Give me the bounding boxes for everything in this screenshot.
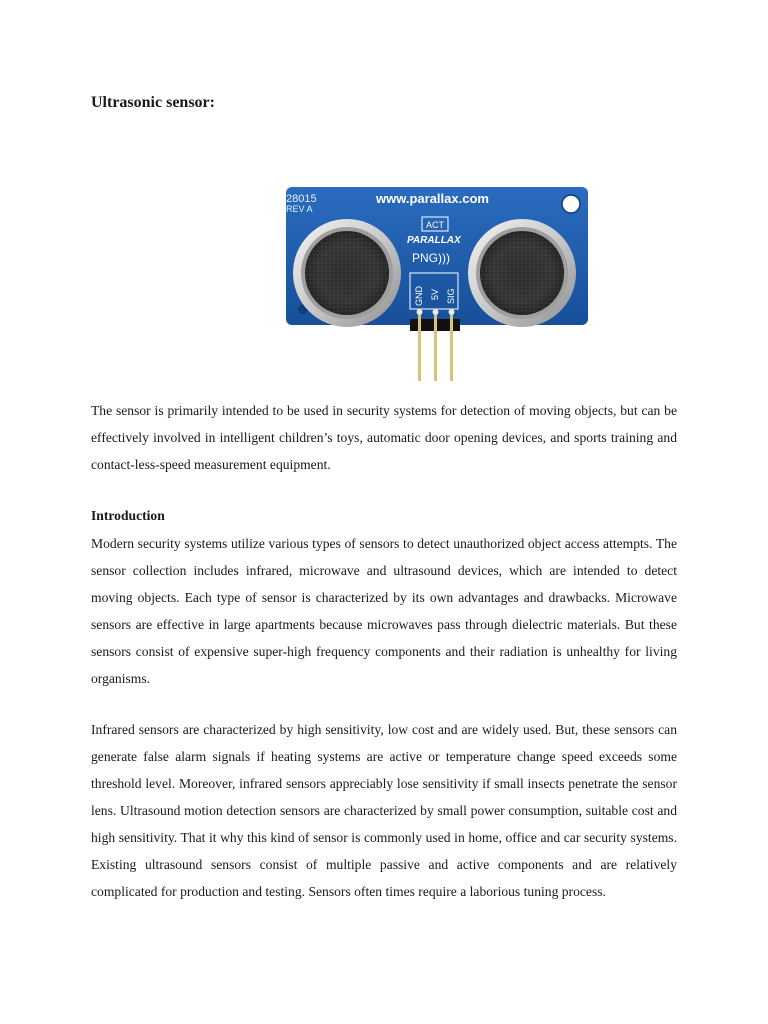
pin-sig-label: SIG xyxy=(446,288,456,304)
paragraph-introduction: Modern security systems utilize various types of sensors to detect unauthorized object access attempts. The sensor collection includes infrared, microwave and ultrasound devices, which are intended to detect moving objects. Each type of sensor is characterized by its own advantages and drawbacks. Microwave sensors are effective in large apartments because microwaves pass through dielectric materials. But these sensors consist of expensive super-high frequency components and their radiation is unhealthy for living organisms. xyxy=(91,536,677,686)
right-transducer xyxy=(468,219,576,327)
mounting-hole xyxy=(562,195,580,213)
ultrasonic-sensor-image xyxy=(276,181,594,385)
header-pins xyxy=(410,309,460,381)
board-revision: REV A xyxy=(286,204,313,214)
board-part-number: 28015 xyxy=(286,193,317,205)
pin-5v-label: 5V xyxy=(430,288,440,300)
board-website: www.parallax.com xyxy=(376,191,489,206)
board-brand: PARALLAX xyxy=(407,235,461,246)
ultrasonic-sensor-board-image xyxy=(276,181,594,385)
board-act-label: ACT xyxy=(426,220,444,230)
document-title: Ultrasonic sensor: xyxy=(91,94,215,111)
section-heading-introduction: Introduction xyxy=(91,508,165,523)
paragraph-sensor-purpose: The sensor is primarily intended to be used in security systems for detection of moving objects, but can be effectively involved in intelligent children’s toys, automatic door opening devices, and sports training and contact-less-speed measurement equipment. xyxy=(91,403,677,472)
pin-gnd-label: GND xyxy=(414,286,424,306)
board-model: PNG))) xyxy=(412,251,450,265)
paragraph-infrared-sensors: Infrared sensors are characterized by high sensitivity, low cost and are widely used. But, these sensors can generate false alarm signals if heating systems are active or temperature change speed exceeds some threshold level. Moreover, infrared sensors appreciably lose sensitivity if small insects penetrate the sensor lens. Ultrasound motion detection sensors are characterized by small power consumption, suitable cost and high sensitivity. That it why this kind of sensor is commonly used in home, office and car security systems. Existing ultrasound sensors consist of multiple passive and active components and are relatively complicated for production and testing. Sensors often times require a laborious tuning process. xyxy=(91,722,677,899)
left-transducer xyxy=(293,219,401,327)
